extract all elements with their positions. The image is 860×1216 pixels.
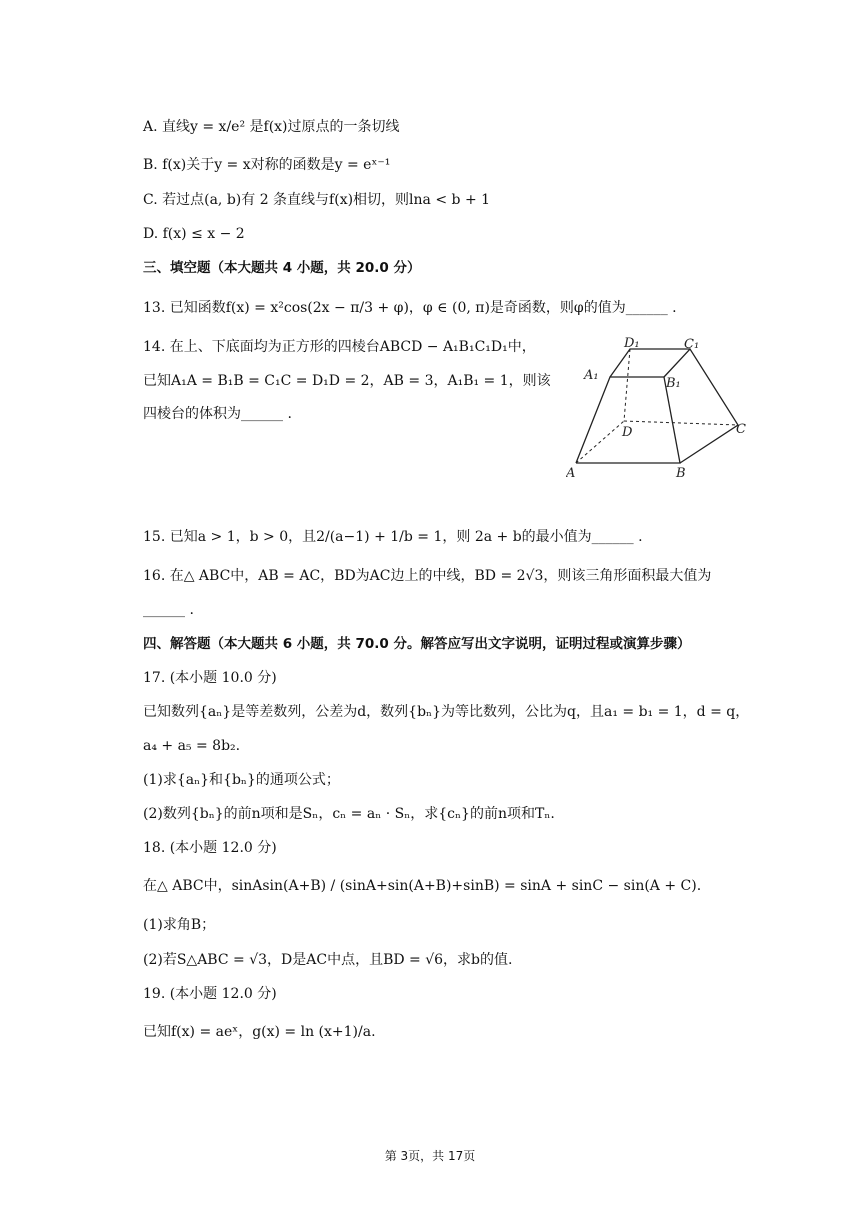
question-15: 15. 已知a > 1，b > 0，且2/(a−1) + 1/b = 1，则 2a + b的最小值为______ . — [143, 529, 643, 545]
question-17-part2: (2)数列{bₙ}的前n项和是Sₙ，cₙ = aₙ · Sₙ，求{cₙ}的前n项和Tₙ. — [143, 806, 555, 822]
question-16-line2: ______ . — [143, 602, 194, 618]
question-18-part2: (2)若S△ABC = √3，D是AC中点，且BD = √6，求b的值. — [143, 952, 513, 968]
question-17-line1: 已知数列{aₙ}是等差数列，公差为d，数列{bₙ}为等比数列，公比为q，且a₁ = b₁ = 1，d = q， — [143, 704, 750, 720]
question-18-header: 18. (本小题 12.0 分) — [143, 840, 277, 856]
right-face — [664, 349, 738, 463]
question-17-header: 17. (本小题 10.0 分) — [143, 670, 277, 686]
question-18-line1: 在△ ABC中，sinAsin(A+B) / (sinA+sin(A+B)+sinB) = sinA + sinC − sin(A + C). — [143, 878, 702, 894]
top-back-edges — [610, 349, 690, 377]
label-d1: D₁ — [624, 336, 640, 351]
question-13: 13. 已知函数f(x) = x²cos(2x − π/3 + φ)，φ ∈ (0, π)是奇函数，则φ的值为______ . — [143, 300, 677, 316]
question-14-line1: 14. 在上、下底面均为正方形的四棱台ABCD − A₁B₁C₁D₁中， — [143, 339, 536, 355]
section-heading-solutions: 四、解答题（本大题共 6 小题，共 70.0 分。解答应写出文字说明，证明过程或演算步骤） — [143, 636, 691, 652]
hidden-edge-ad — [576, 421, 624, 463]
option-c: C. 若过点(a, b)有 2 条直线与f(x)相切，则lna < b + 1 — [143, 192, 491, 208]
question-19-header: 19. (本小题 12.0 分) — [143, 986, 277, 1002]
option-d: D. f(x) ≤ x − 2 — [143, 226, 245, 242]
question-17-line2: a₄ + a₅ = 8b₂. — [143, 738, 241, 754]
hidden-edge-dc — [624, 421, 738, 425]
label-b1: B₁ — [666, 376, 681, 391]
question-17-part1: (1)求{aₙ}和{bₙ}的通项公式； — [143, 772, 340, 788]
option-a: A. 直线y = x/e² 是f(x)过原点的一条切线 — [143, 119, 400, 135]
question-14-line3: 四棱台的体积为______ . — [143, 406, 292, 422]
question-14-line2: 已知A₁A = B₁B = C₁C = D₁D = 2，AB = 3，A₁B₁ = 1，则该 — [143, 373, 551, 389]
page-footer: 第 3页，共 17页 — [384, 1149, 476, 1163]
section-heading-fill-blank: 三、填空题（本大题共 4 小题，共 20.0 分） — [143, 260, 421, 276]
hidden-edge-dd1 — [624, 349, 630, 421]
frustum-figure — [566, 331, 756, 481]
label-a1: A₁ — [584, 368, 599, 383]
front-face — [576, 377, 680, 463]
option-b: B. f(x)关于y = x对称的函数是y = eˣ⁻¹ — [143, 157, 391, 173]
question-18-part1: (1)求角B； — [143, 917, 216, 933]
question-19-line1: 已知f(x) = aeˣ，g(x) = ln (x+1)/a. — [143, 1024, 376, 1040]
label-a: A — [566, 466, 576, 481]
label-c: C — [736, 422, 746, 437]
label-c1: C₁ — [684, 337, 700, 352]
question-16-line1: 16. 在△ ABC中，AB = AC，BD为AC边上的中线，BD = 2√3，则该三角形面积最大值为 — [143, 568, 712, 584]
label-b: B — [676, 466, 686, 481]
label-d: D — [622, 425, 633, 440]
